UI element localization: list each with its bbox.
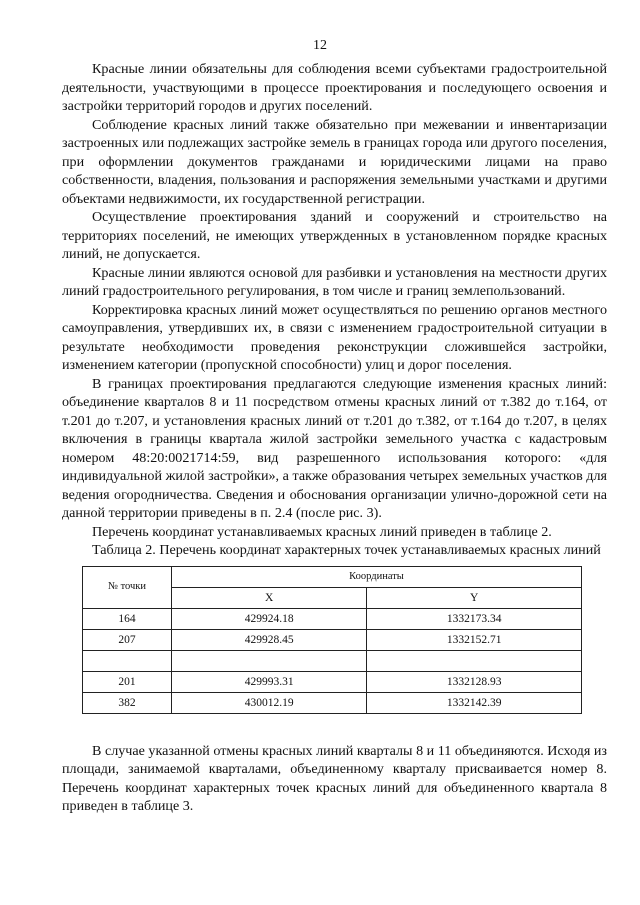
paragraph: Красные линии являются основой для разбивки и установления на местности других линий градостроительного регулирования, в том числе и границ землепользований.: [62, 264, 607, 299]
cell-x: 429928.45: [172, 629, 367, 650]
cell-x: [172, 650, 367, 671]
table-row: [83, 692, 582, 713]
column-header-y: Y: [367, 587, 582, 608]
paragraph: Соблюдение красных линий также обязательно при межевании и инвентаризации застроенных или подлежащих застройке земель в границах города или другого поселения, при оформлении документов гражданами и юридическими лицами на право собственности, владения, пользования и распоряжения земельными участками и другими объектами недвижимости, их государственной регистрации.: [62, 116, 607, 207]
paragraph: Перечень координат устанавливаемых красных линий приведен в таблице 2.: [92, 523, 552, 540]
cell-point: [83, 650, 172, 671]
table-caption: Таблица 2. Перечень координат характерных точек устанавливаемых красных линий: [92, 542, 601, 558]
column-header-x: X: [172, 587, 367, 608]
cell-point: 201: [83, 671, 172, 692]
paragraph: Красные линии обязательны для соблюдения всеми субъектами градостроительной деятельности, участвующими в процессе проектирования и последующего освоения и застройки территорий городов и других поселений.: [62, 61, 607, 114]
paragraph: В границах проектирования предлагаются следующие изменения красных линий: объединение кварталов 8 и 11 посредством отмены красных линий от т.382 до т.164, от т.201 до т.207, и установления красных линий от т.201 до т.382, от т.164 до т.207, в целях включения в границы квартала жилой застройки земельного участка с кадастровым номером 48:20:0021714:59, вид разрешенного использования которого: «для индивидуальной жилой застройки», а также образования четырех земельных участков для ведения огородничества. Сведения и обоснования организации улично-дорожной сети на данной территории приведены в п. 2.4 (после рис. 3).: [62, 375, 607, 521]
table-row-empty: [83, 650, 582, 671]
column-header-point: № точки: [83, 566, 172, 608]
page-number: 12: [313, 38, 327, 53]
cell-y: 1332142.39: [367, 692, 582, 713]
document-body: [62, 60, 607, 816]
cell-y: 1332128.93: [367, 671, 582, 692]
cell-point: 207: [83, 629, 172, 650]
table-row: [83, 629, 582, 650]
cell-y: 1332152.71: [367, 629, 582, 650]
cell-point: 164: [83, 608, 172, 629]
paragraph: Осуществление проектирования зданий и сооружений и строительство на территориях поселений, не имеющих утвержденных в установленном порядке красных линий, не допускается.: [62, 209, 607, 262]
paragraph: Корректировка красных линий может осуществляться по решению органов местного самоуправления, утвердивших их, в связи с изменением градостроительной ситуации в результате необходимости проведения реконструкции сложившейся застройки, изменением категории (пропускной способности) улиц и дорог поселения.: [62, 301, 607, 373]
table-row: [83, 671, 582, 692]
cell-y: 1332173.34: [367, 608, 582, 629]
cell-x: 430012.19: [172, 692, 367, 713]
coordinates-table: [82, 566, 582, 714]
cell-point: 382: [83, 692, 172, 713]
paragraph: В случае указанной отмены красных линий кварталы 8 и 11 объединяются. Исходя из площади, занимаемой кварталами, объединенному кварталу присваивается номер 8. Перечень координат характерных точек красных линий для объединенного квартала 8 приведен в таблице 3.: [62, 742, 607, 814]
column-header-coordinates: Координаты: [172, 566, 582, 587]
cell-x: 429924.18: [172, 608, 367, 629]
cell-y: [367, 650, 582, 671]
table-row: [83, 608, 582, 629]
cell-x: 429993.31: [172, 671, 367, 692]
table-header-row: [83, 566, 582, 587]
